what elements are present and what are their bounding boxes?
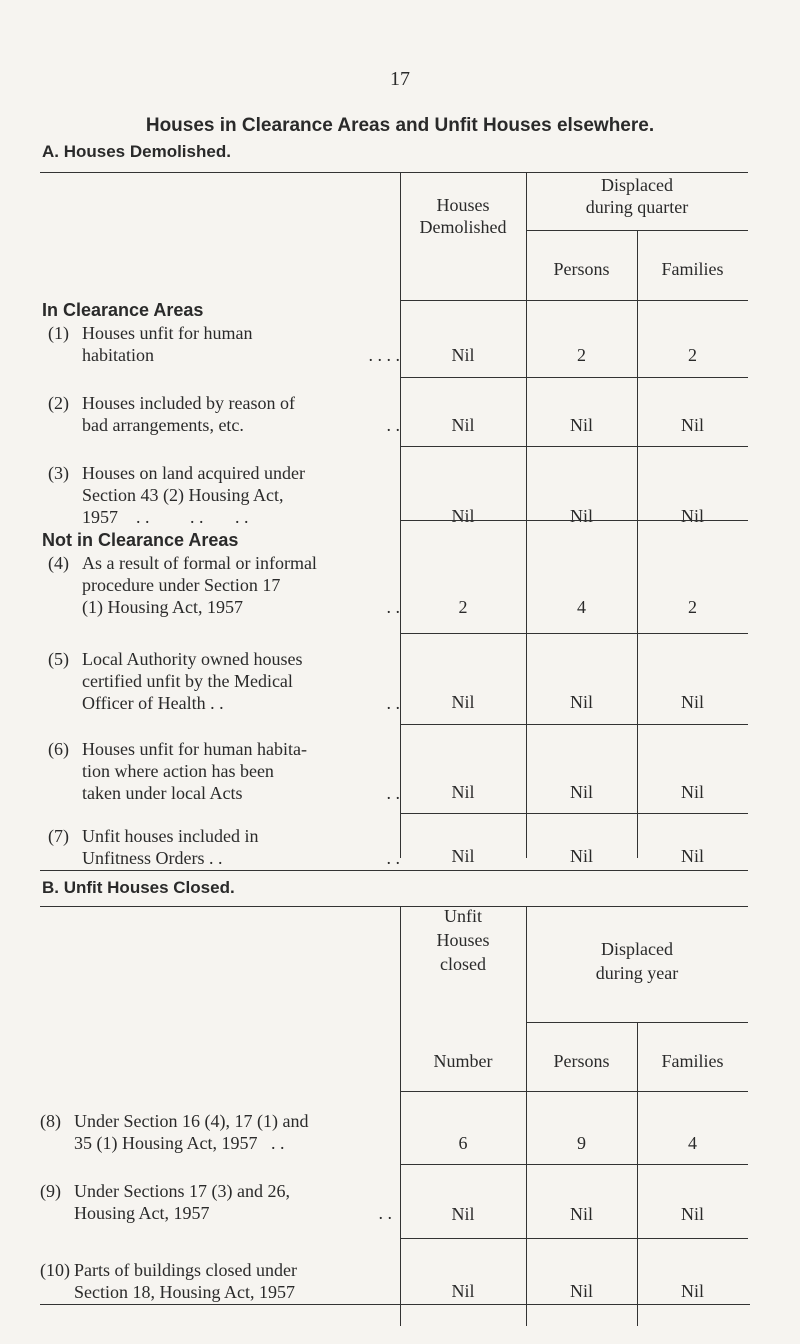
page-title: Houses in Clearance Areas and Unfit Houses elsewhere. xyxy=(145,115,655,136)
row-7-demolished: Nil xyxy=(451,846,475,866)
header-b-mid-rule xyxy=(526,1022,748,1023)
row-10-label: (10) Parts of buildings closed under Section 18, Housing Act, 1957 xyxy=(40,1260,297,1302)
row-2-persons: Nil xyxy=(569,415,593,435)
row-2-families: Nil xyxy=(680,415,704,435)
row-3-demolished: Nil xyxy=(451,506,475,526)
header-b-families: Families xyxy=(661,1051,724,1071)
header-b-bottom-rule xyxy=(400,1091,748,1092)
row-2-demolished: Nil xyxy=(451,415,475,435)
row-5-persons: Nil xyxy=(569,692,593,712)
section-a-title: A. Houses Demolished. xyxy=(42,142,231,161)
row-9-persons: Nil xyxy=(569,1204,593,1224)
header-b-persons: Persons xyxy=(553,1051,610,1071)
row-6-rule xyxy=(400,813,748,814)
row-1-label: (1) Houses unfit for human habitation . . . . xyxy=(48,323,400,365)
row-3-label: (3) Houses on land acquired under Section 43 (2) Housing Act, 1957 . . . . . . xyxy=(48,463,305,527)
group-in-clearance: In Clearance Areas xyxy=(42,300,204,320)
header-persons: Persons xyxy=(553,259,610,279)
row-8-persons: 9 xyxy=(577,1133,586,1153)
row-8-families: 4 xyxy=(688,1133,697,1153)
row-4-families: 2 xyxy=(688,597,697,617)
row-10-number: Nil xyxy=(451,1281,475,1301)
row-6-label: (6) Houses unfit for human habita- tion where action has been taken under local Acts . . xyxy=(48,739,400,803)
row-9-number: Nil xyxy=(451,1204,475,1224)
row-10-families: Nil xyxy=(680,1281,704,1301)
row-9-label: (9) Under Sections 17 (3) and 26, Housing Act, 1957 . . xyxy=(40,1181,392,1223)
section-a-bottom-rule xyxy=(40,870,748,871)
header-number: Number xyxy=(433,1051,493,1071)
row-2-label: (2) Houses included by reason of bad arrangements, etc. . . xyxy=(48,393,400,435)
section-a-top-rule xyxy=(40,172,748,173)
row-1-rule xyxy=(400,377,748,378)
header-unfit-houses-closed: Unfit Houses closed xyxy=(436,906,490,974)
row-9-families: Nil xyxy=(680,1204,704,1224)
row-3-families: Nil xyxy=(680,506,704,526)
header-displaced-quarter: Displaced during quarter xyxy=(585,175,689,217)
row-2-rule xyxy=(400,446,748,447)
row-8-number: 6 xyxy=(458,1133,468,1153)
row-5-rule xyxy=(400,724,748,725)
row-1-families: 2 xyxy=(688,345,697,365)
row-1-demolished: Nil xyxy=(451,345,475,365)
row-1-persons: 2 xyxy=(577,345,586,365)
row-3-rule xyxy=(400,520,748,521)
row-6-persons: Nil xyxy=(569,782,593,802)
page-number: 17 xyxy=(390,68,410,90)
row-4-rule xyxy=(400,633,748,634)
row-7-families: Nil xyxy=(680,846,704,866)
row-8-label: (8) Under Section 16 (4), 17 (1) and 35 (1) Housing Act, 1957 . . xyxy=(40,1111,309,1153)
row-6-demolished: Nil xyxy=(451,782,475,802)
header-families: Families xyxy=(661,259,724,279)
header-a-sub-rule xyxy=(526,230,748,231)
header-displaced-year: Displaced during year xyxy=(595,939,679,983)
row-3-persons: Nil xyxy=(569,506,593,526)
section-b-title: B. Unfit Houses Closed. xyxy=(42,878,235,897)
row-6-families: Nil xyxy=(680,782,704,802)
row-4-persons: 4 xyxy=(577,597,586,617)
row-10-persons: Nil xyxy=(569,1281,593,1301)
row-7-persons: Nil xyxy=(569,846,593,866)
row-9-rule xyxy=(400,1238,748,1239)
row-5-families: Nil xyxy=(680,692,704,712)
header-a-bottom-rule xyxy=(400,300,748,301)
row-7-label: (7) Unfit houses included in Unfitness Orders . . . . xyxy=(48,826,400,868)
section-b-bottom-rule xyxy=(40,1304,750,1305)
row-5-label: (5) Local Authority owned houses certified unfit by the Medical Officer of Health . . . . xyxy=(48,649,400,713)
header-houses-demolished: Houses Demolished xyxy=(419,195,507,237)
group-not-in-clearance: Not in Clearance Areas xyxy=(42,530,239,550)
row-4-label: (4) As a result of formal or informal procedure under Section 17 (1) Housing Act, 1957 . . xyxy=(48,553,400,617)
row-8-rule xyxy=(400,1164,748,1165)
section-b-top-rule xyxy=(40,906,748,907)
table-a-divider-3 xyxy=(637,230,638,858)
row-4-demolished: 2 xyxy=(458,597,468,617)
row-5-demolished: Nil xyxy=(451,692,475,712)
